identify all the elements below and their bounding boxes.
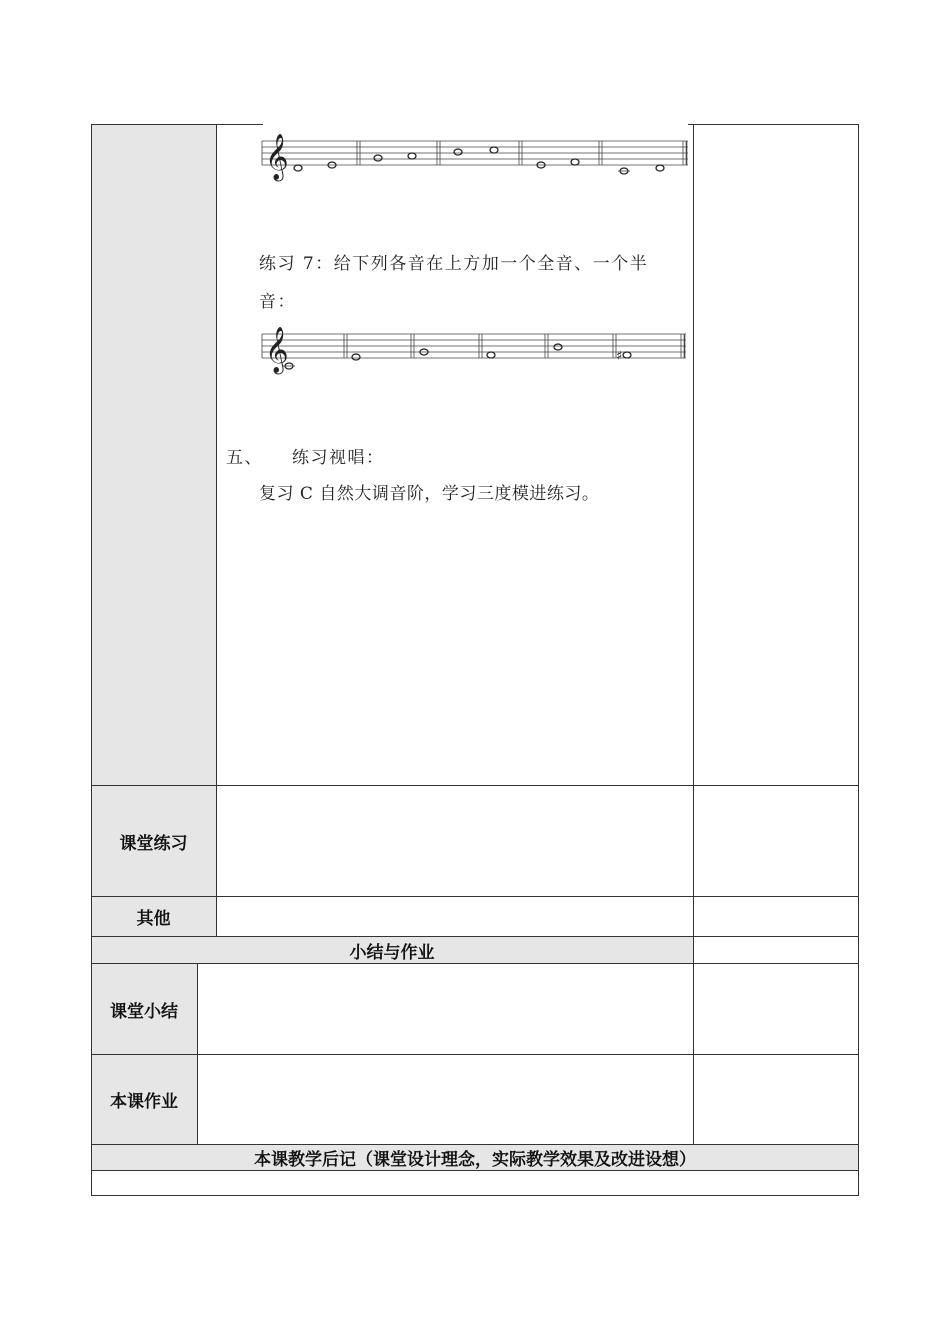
sharp-icon: ♯ (616, 349, 623, 364)
exercise7-line1: 练习 7：给下列各音在上方加一个全音、一个半 (259, 254, 649, 274)
postscript-header: 本课教学后记（课堂设计理念，实际教学效果及改进设想） (254, 1150, 696, 1170)
treble-clef-icon: 𝄞 (265, 327, 289, 373)
section5-number: 五、 (226, 448, 263, 468)
class-summary-label: 课堂小结 (110, 1001, 178, 1022)
classroom-practice-label: 课堂练习 (119, 833, 188, 854)
exercise7-line2: 音： (259, 292, 296, 312)
summary-header: 小结与作业 (349, 942, 435, 963)
others-label: 其他 (136, 909, 171, 929)
section5-heading: 练习视唱： (292, 448, 385, 468)
section5-content: 复习 C 自然大调音阶，学习三度模进练习。 (259, 484, 600, 504)
homework-label: 本课作业 (110, 1092, 178, 1112)
music-staff-2 (262, 322, 692, 382)
treble-clef-icon: 𝄞 (265, 134, 289, 180)
music-staff-1 (262, 130, 692, 190)
